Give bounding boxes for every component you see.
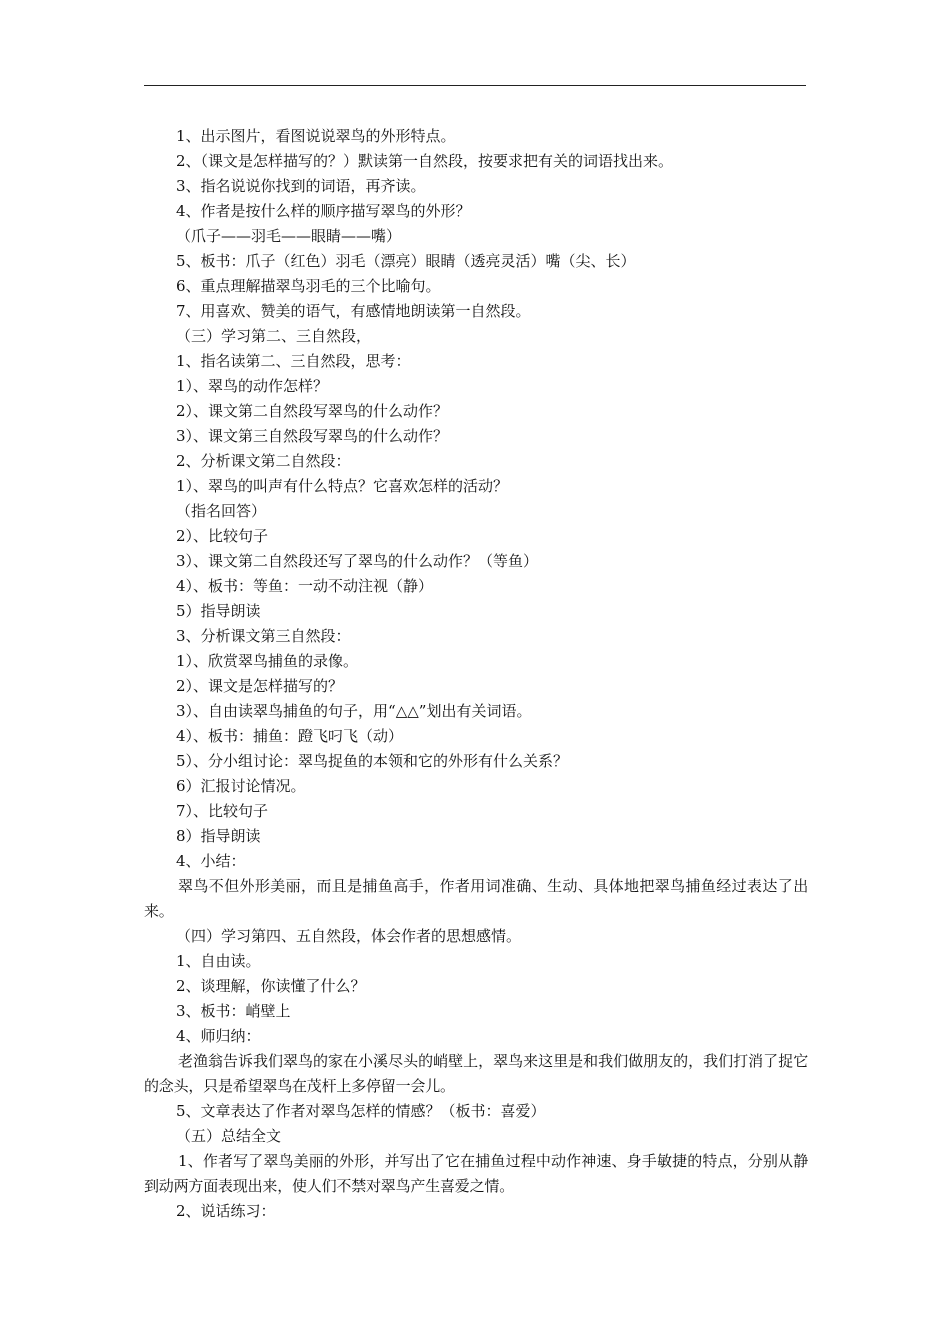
conclusion-paragraph: 老渔翁告诉我们翠鸟的家在小溪尽头的峭壁上，翠鸟来这里是和我们做朋友的，我们打消了捉它的念头，只是希望翠鸟在茂杆上多停留一会儿。 (144, 1052, 808, 1095)
text-line: 2、说话练习： (176, 1202, 276, 1220)
section-heading: （五）总结全文 (176, 1127, 282, 1145)
header-rule (144, 85, 806, 86)
summary-paragraph: 1、作者写了翠鸟美丽的外形，并写出了它在捕鱼过程中动作神速、身手敏捷的特点，分别从静到动两方面表现出来，使人们不禁对翠鸟产生喜爱之情。 (144, 1152, 808, 1195)
text-line: 5、文章表达了作者对翠鸟怎样的情感？（板书：喜爱） (176, 1102, 546, 1120)
text-line: 2）、比较句子 (176, 527, 269, 545)
text-line: 3）、课文第二自然段还写了翠鸟的什么动作？（等鱼） (176, 552, 539, 570)
text-line: 3、指名说说你找到的词语，再齐读。 (176, 177, 426, 195)
text-line: 3、分析课文第三自然段： (176, 627, 351, 645)
text-line: 4、小结： (176, 852, 246, 870)
text-line: 4）、板书：等鱼：一动不动注视（静） (176, 577, 434, 595)
text-line: 2、分析课文第二自然段： (176, 452, 351, 470)
text-line: 6）汇报讨论情况。 (176, 777, 306, 795)
text-line: （指名回答） (176, 502, 267, 520)
section-heading: （三）学习第二、三自然段， (176, 327, 372, 345)
text-line: 1、出示图片，看图说说翠鸟的外形特点。 (176, 127, 456, 145)
text-line: 2、（课文是怎样描写的？）默读第一自然段，按要求把有关的词语找出来。 (176, 152, 674, 170)
text-line: 3）、自由读翠鸟捕鱼的句子，用“△△”划出有关词语。 (176, 702, 532, 720)
text-line: 7、用喜欢、赞美的语气，有感情地朗读第一自然段。 (176, 302, 531, 320)
section-heading: （四）学习第四、五自然段，体会作者的思想感情。 (176, 927, 522, 945)
text-line: 1、指名读第二、三自然段，思考： (176, 352, 411, 370)
text-line: 3、板书：峭壁上 (176, 1002, 291, 1020)
text-line: 2、谈理解，你读懂了什么？ (176, 977, 366, 995)
summary-paragraph: 翠鸟不但外形美丽，而且是捕鱼高手，作者用词准确、生动、具体地把翠鸟捕鱼经过表达了出来。 (144, 877, 808, 920)
text-line: 4、作者是按什么样的顺序描写翠鸟的外形？ (176, 202, 471, 220)
text-line: 6、重点理解描翠鸟羽毛的三个比喻句。 (176, 277, 441, 295)
text-line: 3）、课文第三自然段写翠鸟的什么动作？ (176, 427, 449, 445)
document-body (144, 124, 808, 1224)
text-line: 1）、翠鸟的叫声有什么特点？它喜欢怎样的活动？ (176, 477, 509, 495)
text-line: 4、师归纳： (176, 1027, 261, 1045)
text-line: 1）、翠鸟的动作怎样？ (176, 377, 329, 395)
text-line: 4）、板书：捕鱼：蹬飞叼飞（动） (176, 727, 404, 745)
text-line: 5、板书：爪子（红色）羽毛（漂亮）眼睛（透亮灵活）嘴（尖、长） (176, 252, 636, 270)
text-line: 2）、课文是怎样描写的？ (176, 677, 344, 695)
text-line: 1、自由读。 (176, 952, 261, 970)
text-line: 2）、课文第二自然段写翠鸟的什么动作？ (176, 402, 449, 420)
text-line: 5）指导朗读 (176, 602, 261, 620)
text-line: （爪子——羽毛——眼睛——嘴） (176, 227, 402, 245)
text-line: 8）指导朗读 (176, 827, 261, 845)
text-line: 5）、分小组讨论：翠鸟捉鱼的本领和它的外形有什么关系？ (176, 752, 569, 770)
text-line: 1）、欣赏翠鸟捕鱼的录像。 (176, 652, 359, 670)
text-line: 7）、比较句子 (176, 802, 269, 820)
